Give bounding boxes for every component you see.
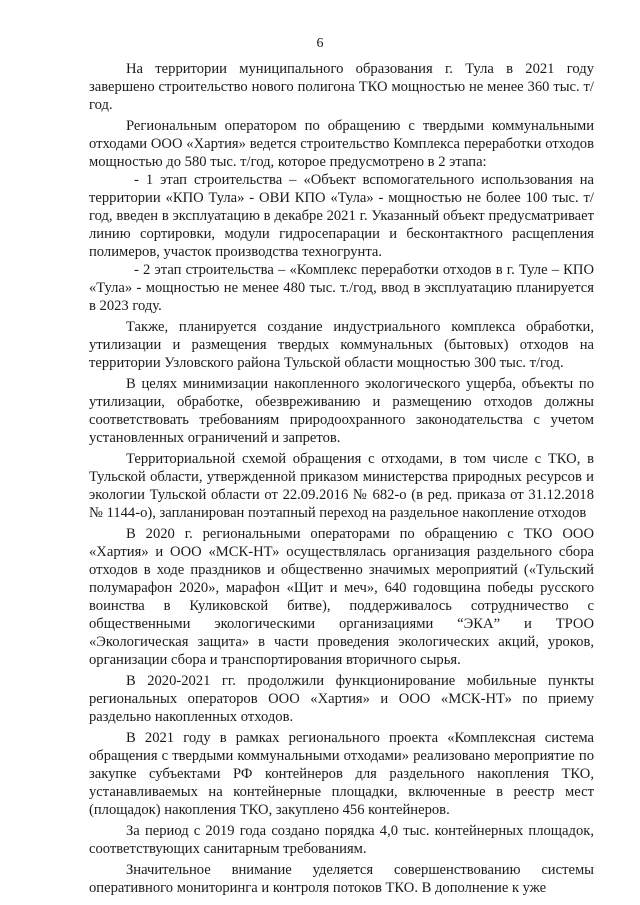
paragraph-separate-collection-2020: В 2020 г. региональными операторами по обращению с ТКО ООО «Хартия» и ООО «МСК-НТ» осуществлялась организация раздельного сбора отходов в ходе праздников и общественно значимых мероприятий («Тульский полумарафон 2020», марафон «Щит и меч», 640 годовщина победы русского воинства в Куликовской битве), поддерживалось сотрудничество с общественными экологическими организациями “ЭКА” и ТРОО «Экологическая защита» в части проведения экологических акций, уроков, организации сбора и транспортирования вторичного сырья. <box>89 526 594 668</box>
paragraph-new-landfill: На территории муниципального образования г. Тула в 2021 году завершено строительство нового полигона ТКО мощностью не менее 360 тыс. т/год. <box>89 61 594 113</box>
page-number: 6 <box>316 36 324 51</box>
paragraph-container-sites: За период с 2019 года создано порядка 4,0 тыс. контейнерных площадок, соответствующих санитарным требованиям. <box>89 823 594 857</box>
document-body <box>89 60 594 897</box>
paragraph-industrial-complex: Также, планируется создание индустриального комплекса обработки, утилизации и размещения твердых коммунальных (бытовых) отходов на территории Узловского района Тульской области мощностью 300 тыс. т/год. <box>89 319 594 371</box>
paragraph-stage-2: - 2 этап строительства – «Комплекс переработки отходов в г. Туле – КПО «Тула» - мощностью не менее 480 тыс. т./год, ввод в эксплуатацию планируется в 2023 году. <box>89 262 594 314</box>
paragraph-territorial-scheme: Территориальной схемой обращения с отходами, в том числе с ТКО, в Тульской области, утвержденной приказом министерства природных ресурсов и экологии Тульской области от 22.09.2016 № 682-о (в ред. приказа от 31.12.2018 № 1144-о), запланирован поэтапный переход на раздельное накопление отходов <box>89 451 594 521</box>
paragraph-regional-project: В 2021 году в рамках регионального проекта «Комплексная система обращения с твердыми коммунальными отходами» реализовано мероприятие по закупке субъектами РФ контейнеров для раздельного накопления ТКО, устанавливаемых на контейнерные площадки, включенные в реестр мест (площадок) накопления ТКО, закуплено 456 контейнеров. <box>89 730 594 818</box>
paragraph-monitoring: Значительное внимание уделяется совершенствованию системы оперативного мониторинга и контроля потоков ТКО. В дополнение к уже <box>89 862 594 896</box>
paragraph-damage-minimization: В целях минимизации накопленного экологического ущерба, объекты по утилизации, обработке, обезвреживанию и размещению отходов должны соответствовать требованиям природоохранного законодательства с учетом установленных ограничений и запретов. <box>89 376 594 446</box>
paragraph-mobile-points: В 2020-2021 гг. продолжили функционирование мобильные пункты региональных операторов ООО «Хартия» и ООО «МСК-НТ» по приему раздельно накопленных отходов. <box>89 673 594 725</box>
paragraph-processing-complex: Региональным оператором по обращению с твердыми коммунальными отходами ООО «Хартия» ведется строительство Комплекса переработки отходов мощностью до 580 тыс. т/год, которое предусмотрено в 2 этапа: <box>89 118 594 170</box>
paragraph-stage-1: - 1 этап строительства – «Объект вспомогательного использования на территории «КПО Тула» - ОВИ КПО «Тула» - мощностью не более 100 тыс. т/год, введен в эксплуатацию в декабре 2021 г. Указанный объект предусматривает линию сортировки, модули гидросепарации и бесконтактного расщепления полимеров, участок производства техногрунта. <box>89 172 594 260</box>
